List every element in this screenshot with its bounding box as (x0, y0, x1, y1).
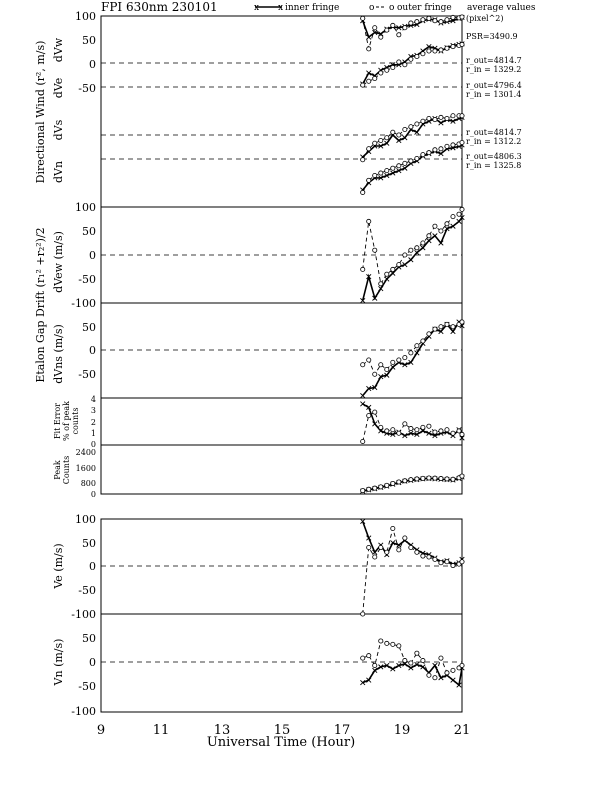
data-point-dvew-outer (391, 267, 395, 271)
etalon-gap-drift-label: Etalon Gap Drift (r₁² +r₂²)/2 (34, 227, 47, 383)
y-tick-label: -100 (71, 705, 96, 718)
data-point-dvew-outer (403, 253, 407, 257)
x-tick-label: 13 (213, 723, 231, 738)
data-point-peak-counts-outer (433, 476, 437, 480)
data-point-peak-counts-outer (385, 483, 389, 487)
data-point-directional-dvn-outer (421, 153, 425, 157)
series-line-dvew-inner (363, 218, 462, 301)
data-point-fit-error-outer (409, 426, 413, 430)
data-point-vn-outer (433, 676, 437, 680)
data-point-peak-counts-outer (427, 476, 431, 480)
data-point-fit-error-outer (460, 432, 464, 436)
rw-in-annotation: r_in = 1329.2 (466, 65, 522, 74)
data-point-dvns-outer (391, 360, 395, 364)
y-tick-label: 800 (80, 479, 96, 488)
data-point-directional-dvw-outer (373, 26, 377, 30)
data-point-directional-dvs-outer (403, 127, 407, 131)
series-line-dvns-inner (363, 322, 462, 396)
data-point-ve-outer (451, 563, 455, 567)
data-point-directional-dvs-outer (460, 114, 464, 118)
data-point-vn-outer (439, 656, 443, 660)
data-point-ve-outer (403, 536, 407, 540)
x-tick-label: 19 (393, 723, 411, 738)
data-point-dvns-outer (460, 320, 464, 324)
rn-in-annotation: r_in = 1325.8 (466, 161, 522, 170)
y-tick-label: -50 (78, 680, 96, 693)
data-point-directional-dvn-outer (451, 143, 455, 147)
data-point-fit-error-outer (445, 428, 449, 432)
data-point-directional-dve-outer (415, 54, 419, 58)
x-axis (97, 723, 470, 750)
y-tick-label: 0 (90, 490, 96, 499)
data-point-vn-outer (361, 656, 365, 660)
data-point-peak-counts-outer (445, 477, 449, 481)
data-point-ve-outer (391, 526, 395, 530)
y-tick-label: 1600 (75, 464, 96, 473)
data-point-ve-outer (409, 545, 413, 549)
dvw-label: dVw (52, 37, 65, 63)
data-point-directional-dvn-outer (385, 169, 389, 173)
data-point-dvew-outer (385, 272, 389, 276)
data-point-directional-dve-outer (391, 65, 395, 69)
data-point-dvns-inner (391, 365, 396, 370)
y-tick-labels (71, 10, 96, 718)
ve-label: Ve (m/s) (52, 543, 65, 589)
legend-outer-marker-end: o (389, 3, 395, 13)
data-point-dvew-inner (433, 234, 438, 239)
data-point-fit-error-outer (433, 430, 437, 434)
data-point-directional-dvw-outer (427, 16, 431, 20)
y-tick-label: 50 (82, 632, 96, 645)
y-tick-label: 4 (90, 395, 96, 404)
data-point-fit-error-outer (451, 431, 455, 435)
y-tick-label: 50 (82, 225, 96, 238)
data-point-vn-outer (445, 671, 449, 675)
series-line-directional-dvn-outer (363, 143, 462, 193)
data-point-directional-dvw-outer (385, 28, 389, 32)
data-point-peak-counts-outer (361, 489, 365, 493)
data-point-peak-counts-outer (415, 477, 419, 481)
y-tick-label: 50 (82, 34, 96, 47)
data-point-directional-dvw-outer (409, 21, 413, 25)
data-point-directional-dvn-outer (367, 178, 371, 182)
y-tick-label: 0 (89, 560, 96, 573)
data-point-dvew-outer (415, 246, 419, 250)
x-tick-label: 9 (96, 723, 106, 738)
data-point-dvew-outer (433, 224, 437, 228)
data-point-directional-dvn-outer (409, 159, 413, 163)
data-point-fit-error-outer (403, 422, 407, 426)
psr-annotation: PSR=3490.9 (466, 32, 518, 41)
legend-inner-marker-end: x (278, 3, 284, 13)
data-layer (360, 15, 464, 688)
data-point-peak-counts-outer (391, 481, 395, 485)
data-point-directional-dvs-outer (409, 125, 413, 129)
legend-inner-label: inner fringe (285, 3, 340, 13)
data-point-dvns-outer (433, 327, 437, 331)
data-point-directional-dvw-outer (391, 23, 395, 27)
data-point-ve-outer (361, 612, 365, 616)
data-point-vn-outer (373, 663, 377, 667)
peak-counts-label: Peak (53, 460, 62, 480)
y-tick-label: 0 (90, 440, 96, 449)
fit-error-label: Fit Error (53, 403, 62, 439)
data-point-dvns-outer (451, 325, 455, 329)
data-point-vn-outer (385, 641, 389, 645)
data-point-directional-dvs-outer (385, 136, 389, 140)
data-point-vn-outer (379, 639, 383, 643)
data-point-dvew-inner (409, 258, 414, 263)
peak-counts-label-2: Counts (62, 455, 71, 485)
data-point-fit-error-outer (373, 410, 377, 414)
data-point-peak-counts-outer (403, 479, 407, 483)
data-point-directional-dvn-outer (433, 148, 437, 152)
rw-out-annotation: r_out=4814.7 (466, 56, 522, 65)
data-point-directional-dvn-outer (361, 190, 365, 194)
dve-label: dVe (52, 77, 65, 99)
reference-lines (101, 63, 462, 662)
series-line-directional-dvn-inner (363, 145, 462, 190)
data-point-directional-dvs-outer (427, 116, 431, 120)
data-point-dvns-inner (415, 351, 420, 356)
data-point-peak-counts-outer (373, 486, 377, 490)
data-point-directional-dve-outer (421, 52, 425, 56)
data-point-dvns-outer (403, 356, 407, 360)
y-tick-label: -100 (71, 608, 96, 621)
data-point-dvns-inner (451, 329, 456, 334)
data-point-directional-dvn-outer (391, 166, 395, 170)
x-axis-label: Universal Time (Hour) (206, 735, 356, 750)
data-point-directional-dvs-outer (397, 133, 401, 137)
data-point-dvew-inner (415, 250, 420, 255)
data-point-vn-outer (415, 651, 419, 655)
x-tick-label: 15 (273, 723, 291, 738)
legend-outer-label: outer fringe (397, 3, 452, 13)
data-point-directional-dvs-outer (373, 141, 377, 145)
data-point-dvns-outer (421, 339, 425, 343)
data-point-directional-dvw-outer (415, 20, 419, 24)
data-point-dvew-outer (457, 212, 461, 216)
dvn-label: dVn (52, 160, 65, 184)
y-tick-label: 2400 (75, 448, 96, 457)
fit-error-label-2: % of peak (62, 401, 71, 441)
y-tick-label: 50 (82, 537, 96, 550)
data-point-directional-dvw-outer (403, 26, 407, 30)
data-point-ve-outer (433, 557, 437, 561)
series-line-ve-outer (363, 529, 462, 615)
data-point-dvns-outer (373, 372, 377, 376)
data-point-directional-dvs-outer (391, 130, 395, 134)
y-tick-label: 0 (89, 58, 96, 71)
data-point-directional-dvw-outer (367, 47, 371, 51)
data-point-directional-dve-outer (451, 45, 455, 49)
data-point-directional-dvs-outer (451, 114, 455, 118)
dvs-label: dVs (52, 119, 65, 141)
data-point-directional-dvw-outer (421, 18, 425, 22)
y-tick-label: -50 (78, 584, 96, 597)
data-point-dvns-outer (397, 358, 401, 362)
data-point-directional-dve-outer (385, 68, 389, 72)
data-point-directional-dvw-outer (379, 35, 383, 39)
data-point-dvew-outer (397, 263, 401, 267)
data-point-directional-dvn-outer (439, 147, 443, 151)
rs-in-annotation: r_in = 1312.2 (466, 137, 522, 146)
data-point-fit-error-inner (360, 402, 365, 407)
data-point-dvns-outer (385, 367, 389, 371)
x-tick-label: 21 (453, 723, 471, 738)
data-point-dvns-outer (367, 358, 371, 362)
data-point-fit-error-outer (439, 429, 443, 433)
data-point-dvew-outer (373, 248, 377, 252)
data-point-vn-outer (397, 644, 401, 648)
data-point-ve-outer (385, 550, 389, 554)
y-tick-label: 0 (89, 656, 96, 669)
data-point-dvew-outer (379, 282, 383, 286)
data-point-directional-dvs-outer (415, 122, 419, 126)
series-line-directional-dvs-inner (363, 117, 462, 157)
data-point-directional-dvs-outer (439, 115, 443, 119)
y-tick-label: 0 (89, 249, 96, 262)
data-point-peak-counts-outer (439, 476, 443, 480)
data-point-dvns-outer (409, 351, 413, 355)
data-point-directional-dve-outer (397, 60, 401, 64)
data-point-vn-outer (403, 658, 407, 662)
data-point-vn-outer (391, 642, 395, 646)
data-point-ve-outer (421, 554, 425, 558)
data-point-directional-dve-outer (403, 63, 407, 67)
data-point-dvew-inner (457, 219, 462, 224)
legend-inner-marker: x (254, 3, 260, 13)
y-tick-label: 2 (90, 418, 96, 427)
data-point-dvew-outer (460, 207, 464, 211)
data-point-directional-dve-outer (367, 79, 371, 83)
data-point-dvew-outer (367, 219, 371, 223)
data-point-dvew-outer (361, 267, 365, 271)
y-axis-titles (34, 37, 80, 686)
y-tick-label: 100 (75, 10, 96, 23)
data-point-fit-error-outer (457, 429, 461, 433)
fit-error-label-3: counts (71, 407, 80, 435)
data-point-directional-dve-outer (439, 48, 443, 52)
data-point-fit-error-outer (421, 425, 425, 429)
data-point-fit-error-outer (385, 429, 389, 433)
data-point-ve-outer (373, 555, 377, 559)
data-point-directional-dvw-outer (433, 19, 437, 23)
panel-dvns-frame (101, 303, 462, 398)
data-point-dvns-outer (379, 363, 383, 367)
data-point-directional-dve-outer (373, 76, 377, 80)
data-point-directional-dvw-outer (460, 15, 464, 19)
data-point-peak-counts-outer (451, 477, 455, 481)
data-point-vn-outer (460, 663, 464, 667)
re-out-annotation: r_out=4796.4 (466, 81, 522, 90)
data-point-directional-dvn-outer (373, 173, 377, 177)
data-point-directional-dvn-outer (397, 164, 401, 168)
data-point-dvew-outer (451, 215, 455, 219)
data-point-directional-dve-outer (445, 46, 449, 50)
y-tick-label: -50 (78, 82, 96, 95)
data-point-dvns-outer (445, 322, 449, 326)
x-tick-label: 17 (333, 723, 351, 738)
rs-out-annotation: r_out=4814.7 (466, 128, 522, 137)
series-line-dvns-outer (363, 322, 462, 374)
data-point-dvew-outer (445, 222, 449, 226)
data-point-ve-outer (460, 560, 464, 564)
y-tick-label: 1 (90, 429, 96, 438)
data-point-peak-counts-outer (397, 480, 401, 484)
y-tick-label: 0 (89, 344, 96, 357)
data-point-vn-inner (451, 678, 456, 683)
panel-ve-frame (101, 519, 462, 614)
data-point-directional-dve-outer (433, 49, 437, 53)
data-point-directional-dvn-outer (403, 161, 407, 165)
x-tick-label: 11 (152, 723, 170, 738)
data-point-ve-outer (445, 560, 449, 564)
directional-wind-label: Directional Wind (r², m/s) (34, 40, 47, 184)
data-point-vn-outer (427, 673, 431, 677)
re-in-annotation: r_in = 1301.4 (466, 90, 522, 99)
data-point-ve-outer (379, 545, 383, 549)
data-point-peak-counts-outer (367, 487, 371, 491)
data-point-peak-counts-outer (409, 478, 413, 482)
data-point-dvew-inner (378, 286, 383, 291)
rn-out-annotation: r_out=4806.3 (466, 152, 522, 161)
panel-peak-counts-frame (101, 445, 462, 494)
data-point-fit-error-outer (391, 428, 395, 432)
data-point-ve-outer (397, 548, 401, 552)
y-tick-label: -100 (71, 297, 96, 310)
data-point-directional-dvw-outer (451, 15, 455, 19)
chart-title: FPI 630nm 230101 (101, 0, 218, 14)
data-point-ve-outer (427, 555, 431, 559)
y-tick-label: 50 (82, 321, 96, 334)
data-point-directional-dvw-outer (439, 20, 443, 24)
data-point-directional-dvn-outer (445, 144, 449, 148)
data-point-dvns-inner (360, 393, 365, 398)
data-point-directional-dvs-outer (445, 116, 449, 120)
data-point-ve-outer (367, 545, 371, 549)
data-point-dvew-outer (421, 241, 425, 245)
dvew-label: dVew (m/s) (52, 231, 65, 293)
panel-vn-frame (101, 614, 462, 712)
data-point-directional-dvn-outer (427, 151, 431, 155)
series-line-directional-dvs-outer (363, 116, 462, 160)
data-point-ve-outer (439, 561, 443, 565)
data-point-dvns-outer (427, 332, 431, 336)
data-point-directional-dvs-outer (367, 147, 371, 151)
data-point-directional-dve-outer (460, 42, 464, 46)
data-point-directional-dvn-outer (460, 140, 464, 144)
data-point-directional-dvs-outer (421, 119, 425, 123)
data-point-peak-counts-outer (460, 474, 464, 478)
data-point-dvew-outer (439, 229, 443, 233)
annotations (466, 14, 522, 170)
data-point-fit-error-outer (361, 439, 365, 443)
series-line-ve-inner (363, 521, 462, 564)
data-point-dvew-inner (427, 238, 432, 243)
y-tick-label: 3 (90, 406, 96, 415)
data-point-directional-dve-outer (361, 83, 365, 87)
data-point-peak-counts-outer (421, 476, 425, 480)
data-point-directional-dvn-outer (379, 171, 383, 175)
legend (254, 3, 536, 13)
data-point-dvns-outer (415, 344, 419, 348)
y-tick-label: -50 (78, 273, 96, 286)
data-point-directional-dvw-outer (397, 33, 401, 37)
data-point-ve-outer (415, 550, 419, 554)
data-point-peak-counts-outer (379, 485, 383, 489)
unit-annotation: (pixel^2) (466, 14, 504, 23)
data-point-fit-error-outer (367, 414, 371, 418)
data-point-directional-dvw-outer (361, 16, 365, 20)
y-tick-label: 100 (75, 513, 96, 526)
legend-avg-label: average values (467, 3, 536, 13)
dvns-label: dVns (m/s) (52, 324, 65, 384)
data-point-vn-outer (367, 654, 371, 658)
y-tick-label: -50 (78, 368, 96, 381)
data-point-fit-error-outer (415, 428, 419, 432)
legend-outer-marker: o (369, 3, 375, 13)
data-point-directional-dve-outer (409, 57, 413, 61)
data-point-dvew-outer (409, 248, 413, 252)
data-point-dvew-inner (421, 246, 426, 251)
data-point-fit-error-outer (397, 431, 401, 435)
data-point-fit-error-outer (427, 424, 431, 428)
data-point-dvns-outer (361, 363, 365, 367)
data-point-directional-dve-outer (379, 71, 383, 75)
data-point-dvew-outer (427, 234, 431, 238)
data-point-fit-error-outer (379, 425, 383, 429)
data-point-vn-outer (409, 661, 413, 665)
data-point-directional-dvn-outer (415, 156, 419, 160)
data-point-directional-dvs-outer (361, 158, 365, 162)
series-line-dvew-outer (363, 209, 462, 283)
vn-label: Vn (m/s) (52, 638, 65, 686)
data-point-vn-outer (451, 668, 455, 672)
panel-directional-frame (101, 16, 462, 207)
data-point-directional-dve-outer (427, 49, 431, 53)
panel-fit-error-frame (101, 398, 462, 445)
data-point-directional-dvs-outer (379, 138, 383, 142)
data-point-directional-dvs-outer (433, 118, 437, 122)
data-point-dvns-outer (439, 325, 443, 329)
y-tick-label: 100 (75, 201, 96, 214)
data-point-vn-outer (421, 658, 425, 662)
data-point-directional-dvw-outer (445, 18, 449, 22)
